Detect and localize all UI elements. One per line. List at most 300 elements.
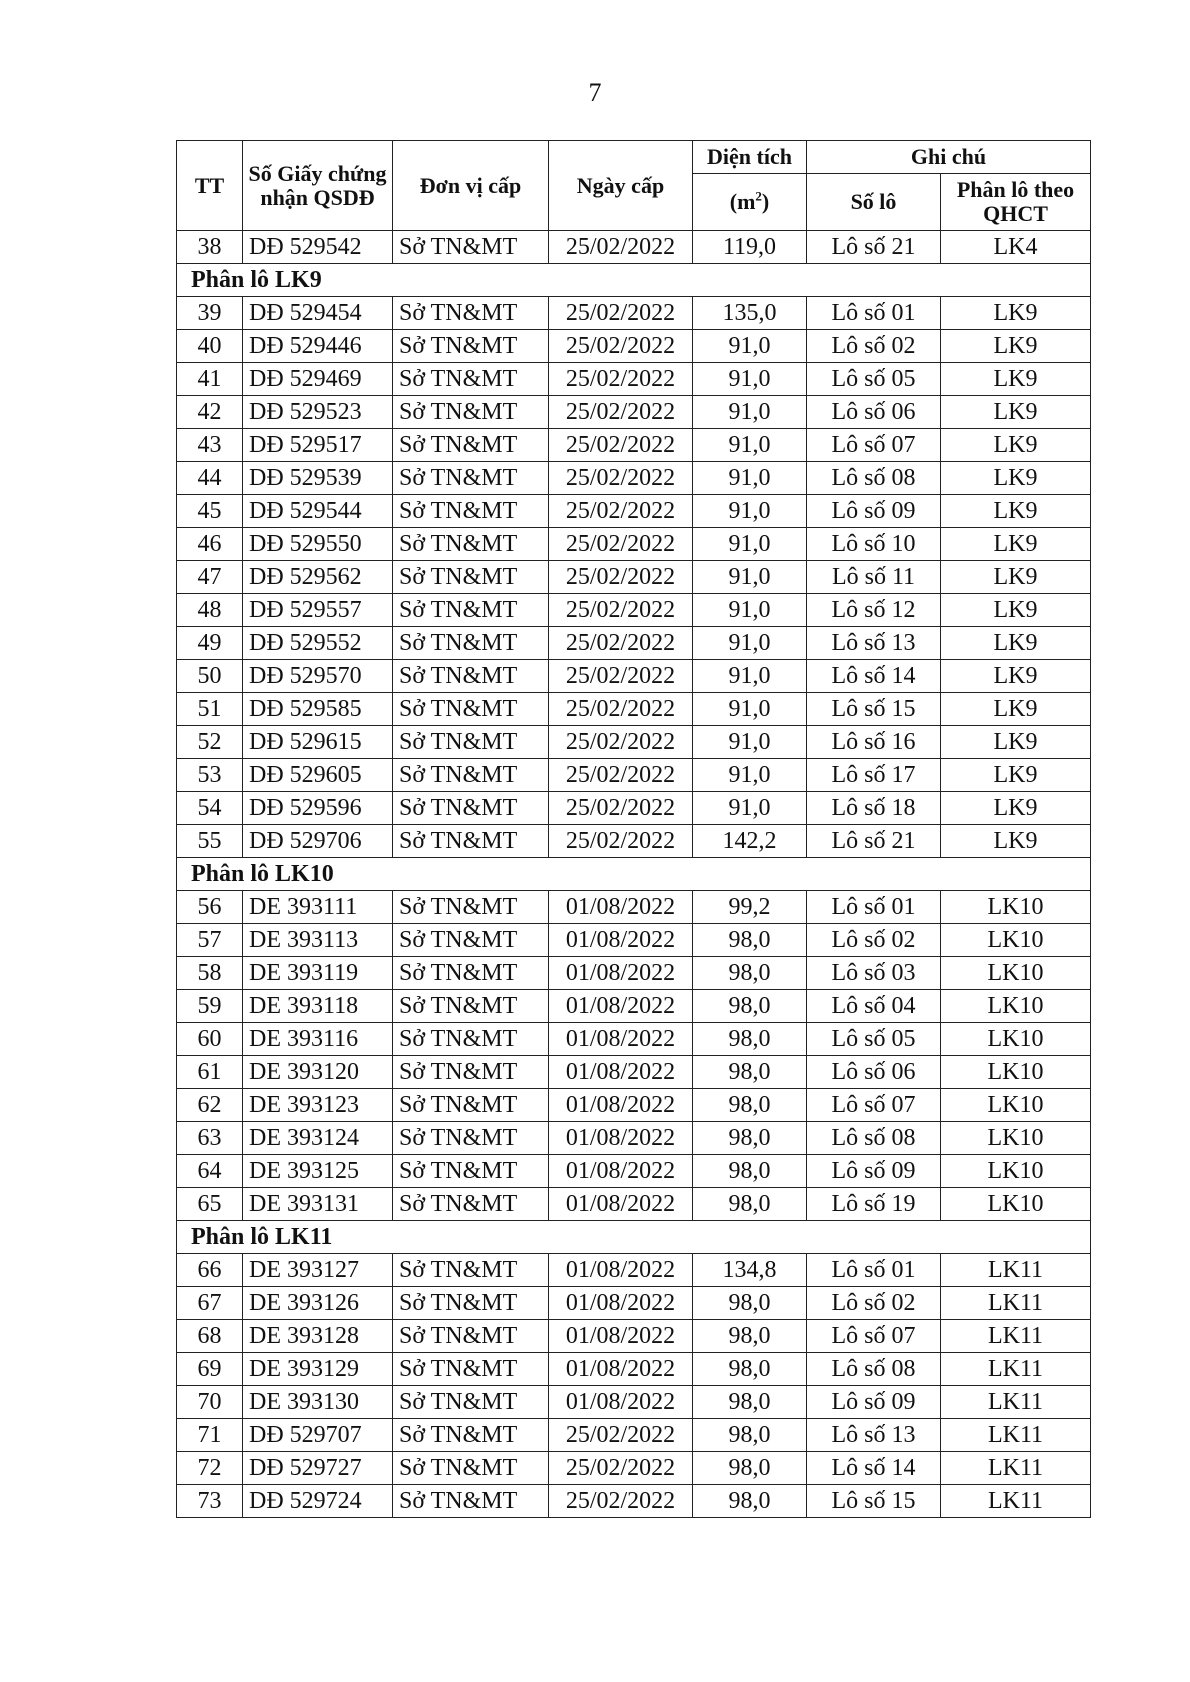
table-row (177, 1419, 1091, 1452)
row-date: 01/08/2022 (549, 1155, 693, 1188)
row-area: 98,0 (693, 1056, 807, 1089)
row-plan: LK9 (941, 726, 1091, 759)
row-area: 98,0 (693, 1023, 807, 1056)
row-date: 25/02/2022 (549, 660, 693, 693)
row-lot: Lô số 10 (807, 528, 941, 561)
row-area: 91,0 (693, 462, 807, 495)
row-date: 25/02/2022 (549, 726, 693, 759)
row-lot: Lô số 02 (807, 1287, 941, 1320)
row-lot: Lô số 09 (807, 1386, 941, 1419)
row-plan: LK11 (941, 1353, 1091, 1386)
row-lot: Lô số 01 (807, 297, 941, 330)
table-row (177, 1089, 1091, 1122)
row-lot: Lô số 06 (807, 396, 941, 429)
row-cert-no: DE 393128 (243, 1320, 393, 1353)
row-lot: Lô số 13 (807, 627, 941, 660)
section-row (177, 858, 1091, 891)
row-tt: 53 (177, 759, 243, 792)
row-date: 01/08/2022 (549, 891, 693, 924)
row-date: 01/08/2022 (549, 957, 693, 990)
row-date: 25/02/2022 (549, 594, 693, 627)
row-area: 99,2 (693, 891, 807, 924)
row-issuer: Sở TN&MT (393, 396, 549, 429)
row-issuer: Sở TN&MT (393, 1023, 549, 1056)
row-issuer: Sở TN&MT (393, 825, 549, 858)
table-row (177, 1155, 1091, 1188)
row-issuer: Sở TN&MT (393, 726, 549, 759)
row-date: 01/08/2022 (549, 1254, 693, 1287)
table-row (177, 1386, 1091, 1419)
row-issuer: Sở TN&MT (393, 792, 549, 825)
row-tt: 55 (177, 825, 243, 858)
row-cert-no: DE 393126 (243, 1287, 393, 1320)
row-area: 91,0 (693, 561, 807, 594)
row-cert-no: DE 393130 (243, 1386, 393, 1419)
row-cert-no: DĐ 529552 (243, 627, 393, 660)
row-lot: Lô số 14 (807, 660, 941, 693)
row-tt: 54 (177, 792, 243, 825)
row-tt: 72 (177, 1452, 243, 1485)
table-row (177, 330, 1091, 363)
row-tt: 46 (177, 528, 243, 561)
row-date: 25/02/2022 (549, 1485, 693, 1518)
row-date: 25/02/2022 (549, 1452, 693, 1485)
row-cert-no: DĐ 529517 (243, 429, 393, 462)
row-lot: Lô số 12 (807, 594, 941, 627)
row-cert-no: DĐ 529542 (243, 231, 393, 264)
row-date: 25/02/2022 (549, 792, 693, 825)
table-row (177, 528, 1091, 561)
row-plan: LK9 (941, 462, 1091, 495)
row-plan: LK10 (941, 891, 1091, 924)
row-tt: 61 (177, 1056, 243, 1089)
row-tt: 66 (177, 1254, 243, 1287)
row-tt: 63 (177, 1122, 243, 1155)
table-row (177, 1485, 1091, 1518)
row-issuer: Sở TN&MT (393, 1122, 549, 1155)
row-lot: Lô số 16 (807, 726, 941, 759)
section-row (177, 264, 1091, 297)
row-lot: Lô số 17 (807, 759, 941, 792)
row-date: 01/08/2022 (549, 1089, 693, 1122)
row-date: 25/02/2022 (549, 462, 693, 495)
row-area: 91,0 (693, 330, 807, 363)
header-cert-no: Số Giấy chứng nhận QSDĐ (243, 141, 393, 231)
table-row (177, 363, 1091, 396)
table-row (177, 759, 1091, 792)
row-cert-no: DĐ 529585 (243, 693, 393, 726)
row-tt: 43 (177, 429, 243, 462)
row-date: 01/08/2022 (549, 990, 693, 1023)
row-tt: 57 (177, 924, 243, 957)
row-lot: Lô số 18 (807, 792, 941, 825)
row-lot: Lô số 14 (807, 1452, 941, 1485)
row-tt: 40 (177, 330, 243, 363)
row-plan: LK4 (941, 231, 1091, 264)
row-area: 91,0 (693, 363, 807, 396)
row-plan: LK9 (941, 528, 1091, 561)
section-title: Phân lô LK10 (177, 858, 1091, 891)
row-cert-no: DĐ 529596 (243, 792, 393, 825)
row-cert-no: DĐ 529707 (243, 1419, 393, 1452)
row-date: 25/02/2022 (549, 759, 693, 792)
table-row (177, 792, 1091, 825)
table-body (177, 231, 1091, 1518)
row-date: 01/08/2022 (549, 1386, 693, 1419)
land-certificate-table (176, 140, 1091, 1518)
header-notes: Ghi chú (807, 141, 1091, 174)
row-area: 142,2 (693, 825, 807, 858)
row-date: 01/08/2022 (549, 924, 693, 957)
row-date: 25/02/2022 (549, 528, 693, 561)
row-cert-no: DĐ 529550 (243, 528, 393, 561)
row-area: 91,0 (693, 594, 807, 627)
row-area: 91,0 (693, 726, 807, 759)
table-row (177, 231, 1091, 264)
table-row (177, 495, 1091, 528)
row-plan: LK10 (941, 957, 1091, 990)
row-area: 98,0 (693, 1353, 807, 1386)
table-row (177, 957, 1091, 990)
row-cert-no: DE 393111 (243, 891, 393, 924)
row-date: 25/02/2022 (549, 330, 693, 363)
row-plan: LK9 (941, 759, 1091, 792)
row-lot: Lô số 15 (807, 693, 941, 726)
row-plan: LK9 (941, 363, 1091, 396)
table-row (177, 594, 1091, 627)
row-cert-no: DE 393120 (243, 1056, 393, 1089)
row-lot: Lô số 02 (807, 924, 941, 957)
table-row (177, 462, 1091, 495)
row-lot: Lô số 03 (807, 957, 941, 990)
row-cert-no: DĐ 529469 (243, 363, 393, 396)
row-cert-no: DĐ 529615 (243, 726, 393, 759)
row-plan: LK9 (941, 792, 1091, 825)
row-area: 119,0 (693, 231, 807, 264)
row-tt: 48 (177, 594, 243, 627)
row-issuer: Sở TN&MT (393, 1155, 549, 1188)
row-plan: LK9 (941, 825, 1091, 858)
row-date: 25/02/2022 (549, 693, 693, 726)
table-row (177, 561, 1091, 594)
row-issuer: Sở TN&MT (393, 1254, 549, 1287)
row-cert-no: DE 393116 (243, 1023, 393, 1056)
header-lot-plan: Phân lô theo QHCT (941, 174, 1091, 231)
row-area: 91,0 (693, 792, 807, 825)
row-tt: 49 (177, 627, 243, 660)
row-tt: 68 (177, 1320, 243, 1353)
row-plan: LK9 (941, 297, 1091, 330)
row-cert-no: DE 393124 (243, 1122, 393, 1155)
row-lot: Lô số 07 (807, 1320, 941, 1353)
row-plan: LK10 (941, 1188, 1091, 1221)
row-tt: 71 (177, 1419, 243, 1452)
row-lot: Lô số 19 (807, 1188, 941, 1221)
page-number: 7 (588, 78, 602, 107)
row-issuer: Sở TN&MT (393, 990, 549, 1023)
row-area: 135,0 (693, 297, 807, 330)
section-row (177, 1221, 1091, 1254)
row-area: 91,0 (693, 660, 807, 693)
row-date: 25/02/2022 (549, 495, 693, 528)
row-date: 25/02/2022 (549, 297, 693, 330)
header-issuer: Đơn vị cấp (393, 141, 549, 231)
row-tt: 62 (177, 1089, 243, 1122)
row-cert-no: DE 393123 (243, 1089, 393, 1122)
row-date: 25/02/2022 (549, 429, 693, 462)
table-row (177, 693, 1091, 726)
row-tt: 50 (177, 660, 243, 693)
table-row (177, 726, 1091, 759)
row-tt: 64 (177, 1155, 243, 1188)
row-issuer: Sở TN&MT (393, 1287, 549, 1320)
row-area: 98,0 (693, 990, 807, 1023)
row-cert-no: DĐ 529446 (243, 330, 393, 363)
row-cert-no: DE 393127 (243, 1254, 393, 1287)
row-tt: 39 (177, 297, 243, 330)
row-plan: LK9 (941, 627, 1091, 660)
row-lot: Lô số 15 (807, 1485, 941, 1518)
row-plan: LK9 (941, 330, 1091, 363)
row-tt: 42 (177, 396, 243, 429)
row-tt: 51 (177, 693, 243, 726)
row-issuer: Sở TN&MT (393, 1485, 549, 1518)
table-row (177, 627, 1091, 660)
row-lot: Lô số 07 (807, 1089, 941, 1122)
row-cert-no: DĐ 529724 (243, 1485, 393, 1518)
row-date: 01/08/2022 (549, 1287, 693, 1320)
row-issuer: Sở TN&MT (393, 561, 549, 594)
row-cert-no: DE 393118 (243, 990, 393, 1023)
row-area: 98,0 (693, 1287, 807, 1320)
row-cert-no: DĐ 529539 (243, 462, 393, 495)
row-area: 98,0 (693, 1386, 807, 1419)
table-row (177, 1254, 1091, 1287)
row-date: 01/08/2022 (549, 1353, 693, 1386)
row-tt: 69 (177, 1353, 243, 1386)
row-issuer: Sở TN&MT (393, 924, 549, 957)
row-date: 25/02/2022 (549, 561, 693, 594)
row-tt: 44 (177, 462, 243, 495)
row-lot: Lô số 09 (807, 1155, 941, 1188)
row-tt: 70 (177, 1386, 243, 1419)
row-lot: Lô số 08 (807, 1122, 941, 1155)
row-plan: LK10 (941, 924, 1091, 957)
row-plan: LK9 (941, 660, 1091, 693)
row-cert-no: DĐ 529570 (243, 660, 393, 693)
row-issuer: Sở TN&MT (393, 1452, 549, 1485)
row-area: 134,8 (693, 1254, 807, 1287)
table-row (177, 1023, 1091, 1056)
row-cert-no: DĐ 529706 (243, 825, 393, 858)
table-row (177, 1122, 1091, 1155)
row-cert-no: DĐ 529557 (243, 594, 393, 627)
row-plan: LK11 (941, 1452, 1091, 1485)
row-issuer: Sở TN&MT (393, 429, 549, 462)
row-lot: Lô số 13 (807, 1419, 941, 1452)
row-plan: LK10 (941, 1089, 1091, 1122)
row-issuer: Sở TN&MT (393, 231, 549, 264)
row-tt: 59 (177, 990, 243, 1023)
row-lot: Lô số 21 (807, 231, 941, 264)
section-title: Phân lô LK9 (177, 264, 1091, 297)
row-issuer: Sở TN&MT (393, 1089, 549, 1122)
row-issuer: Sở TN&MT (393, 495, 549, 528)
row-issuer: Sở TN&MT (393, 363, 549, 396)
row-plan: LK10 (941, 990, 1091, 1023)
row-issuer: Sở TN&MT (393, 693, 549, 726)
row-plan: LK10 (941, 1122, 1091, 1155)
header-area-unit: $(m^2)$ (693, 174, 807, 231)
row-issuer: Sở TN&MT (393, 1320, 549, 1353)
row-date: 25/02/2022 (549, 396, 693, 429)
row-area: 98,0 (693, 1089, 807, 1122)
row-tt: 41 (177, 363, 243, 396)
table-row (177, 660, 1091, 693)
row-issuer: Sở TN&MT (393, 891, 549, 924)
row-tt: 52 (177, 726, 243, 759)
row-lot: Lô số 08 (807, 462, 941, 495)
row-area: 98,0 (693, 924, 807, 957)
table-row (177, 825, 1091, 858)
row-tt: 56 (177, 891, 243, 924)
row-tt: 67 (177, 1287, 243, 1320)
row-plan: LK9 (941, 693, 1091, 726)
row-tt: 38 (177, 231, 243, 264)
row-issuer: Sở TN&MT (393, 957, 549, 990)
header-date: Ngày cấp (549, 141, 693, 231)
row-cert-no: DĐ 529562 (243, 561, 393, 594)
table-row (177, 924, 1091, 957)
row-issuer: Sở TN&MT (393, 1353, 549, 1386)
row-area: 98,0 (693, 1419, 807, 1452)
row-issuer: Sở TN&MT (393, 1386, 549, 1419)
row-cert-no: DĐ 529544 (243, 495, 393, 528)
row-plan: LK9 (941, 561, 1091, 594)
row-cert-no: DĐ 529727 (243, 1452, 393, 1485)
header-lot-no: Số lô (807, 174, 941, 231)
row-plan: LK11 (941, 1386, 1091, 1419)
row-issuer: Sở TN&MT (393, 594, 549, 627)
row-area: 91,0 (693, 627, 807, 660)
row-lot: Lô số 04 (807, 990, 941, 1023)
table-row (177, 429, 1091, 462)
table-row (177, 1320, 1091, 1353)
row-lot: Lô số 07 (807, 429, 941, 462)
row-lot: Lô số 02 (807, 330, 941, 363)
row-plan: LK10 (941, 1023, 1091, 1056)
row-tt: 45 (177, 495, 243, 528)
row-tt: 73 (177, 1485, 243, 1518)
row-cert-no: DĐ 529454 (243, 297, 393, 330)
row-issuer: Sở TN&MT (393, 1056, 549, 1089)
row-issuer: Sở TN&MT (393, 660, 549, 693)
row-lot: Lô số 05 (807, 1023, 941, 1056)
row-issuer: Sở TN&MT (393, 759, 549, 792)
table-row (177, 396, 1091, 429)
row-lot: Lô số 08 (807, 1353, 941, 1386)
row-tt: 58 (177, 957, 243, 990)
row-plan: LK9 (941, 594, 1091, 627)
row-issuer: Sở TN&MT (393, 1419, 549, 1452)
row-date: 25/02/2022 (549, 627, 693, 660)
table-row (177, 990, 1091, 1023)
section-title: Phân lô LK11 (177, 1221, 1091, 1254)
row-tt: 60 (177, 1023, 243, 1056)
row-date: 01/08/2022 (549, 1320, 693, 1353)
row-area: 91,0 (693, 693, 807, 726)
row-area: 98,0 (693, 957, 807, 990)
row-cert-no: DE 393131 (243, 1188, 393, 1221)
row-date: 01/08/2022 (549, 1056, 693, 1089)
row-lot: Lô số 09 (807, 495, 941, 528)
row-tt: 65 (177, 1188, 243, 1221)
row-date: 25/02/2022 (549, 1419, 693, 1452)
row-cert-no: DE 393125 (243, 1155, 393, 1188)
row-area: 91,0 (693, 429, 807, 462)
row-cert-no: DE 393119 (243, 957, 393, 990)
row-area: 98,0 (693, 1452, 807, 1485)
row-lot: Lô số 11 (807, 561, 941, 594)
header-tt: TT (177, 141, 243, 231)
row-lot: Lô số 06 (807, 1056, 941, 1089)
row-plan: LK10 (941, 1056, 1091, 1089)
row-issuer: Sở TN&MT (393, 330, 549, 363)
row-plan: LK11 (941, 1254, 1091, 1287)
row-cert-no: DĐ 529605 (243, 759, 393, 792)
row-area: 98,0 (693, 1485, 807, 1518)
row-cert-no: DE 393129 (243, 1353, 393, 1386)
table-row (177, 1056, 1091, 1089)
row-date: 01/08/2022 (549, 1188, 693, 1221)
row-area: 98,0 (693, 1320, 807, 1353)
row-lot: Lô số 05 (807, 363, 941, 396)
row-cert-no: DĐ 529523 (243, 396, 393, 429)
table-row (177, 891, 1091, 924)
row-area: 98,0 (693, 1155, 807, 1188)
table-row (177, 1287, 1091, 1320)
row-plan: LK9 (941, 495, 1091, 528)
row-plan: LK11 (941, 1419, 1091, 1452)
row-plan: LK9 (941, 429, 1091, 462)
row-plan: LK11 (941, 1287, 1091, 1320)
row-plan: LK11 (941, 1485, 1091, 1518)
row-issuer: Sở TN&MT (393, 297, 549, 330)
row-plan: LK11 (941, 1320, 1091, 1353)
row-plan: LK10 (941, 1155, 1091, 1188)
row-lot: Lô số 01 (807, 1254, 941, 1287)
row-date: 25/02/2022 (549, 363, 693, 396)
table-row (177, 1452, 1091, 1485)
table-row (177, 1353, 1091, 1386)
row-area: 91,0 (693, 495, 807, 528)
row-date: 01/08/2022 (549, 1023, 693, 1056)
row-lot: Lô số 21 (807, 825, 941, 858)
row-tt: 47 (177, 561, 243, 594)
row-date: 25/02/2022 (549, 825, 693, 858)
row-issuer: Sở TN&MT (393, 1188, 549, 1221)
row-date: 25/02/2022 (549, 231, 693, 264)
row-area: 98,0 (693, 1188, 807, 1221)
row-lot: Lô số 01 (807, 891, 941, 924)
row-area: 91,0 (693, 396, 807, 429)
row-date: 01/08/2022 (549, 1122, 693, 1155)
row-issuer: Sở TN&MT (393, 462, 549, 495)
table-row (177, 297, 1091, 330)
row-area: 98,0 (693, 1122, 807, 1155)
header-area: Diện tích (693, 141, 807, 174)
row-area: 91,0 (693, 759, 807, 792)
